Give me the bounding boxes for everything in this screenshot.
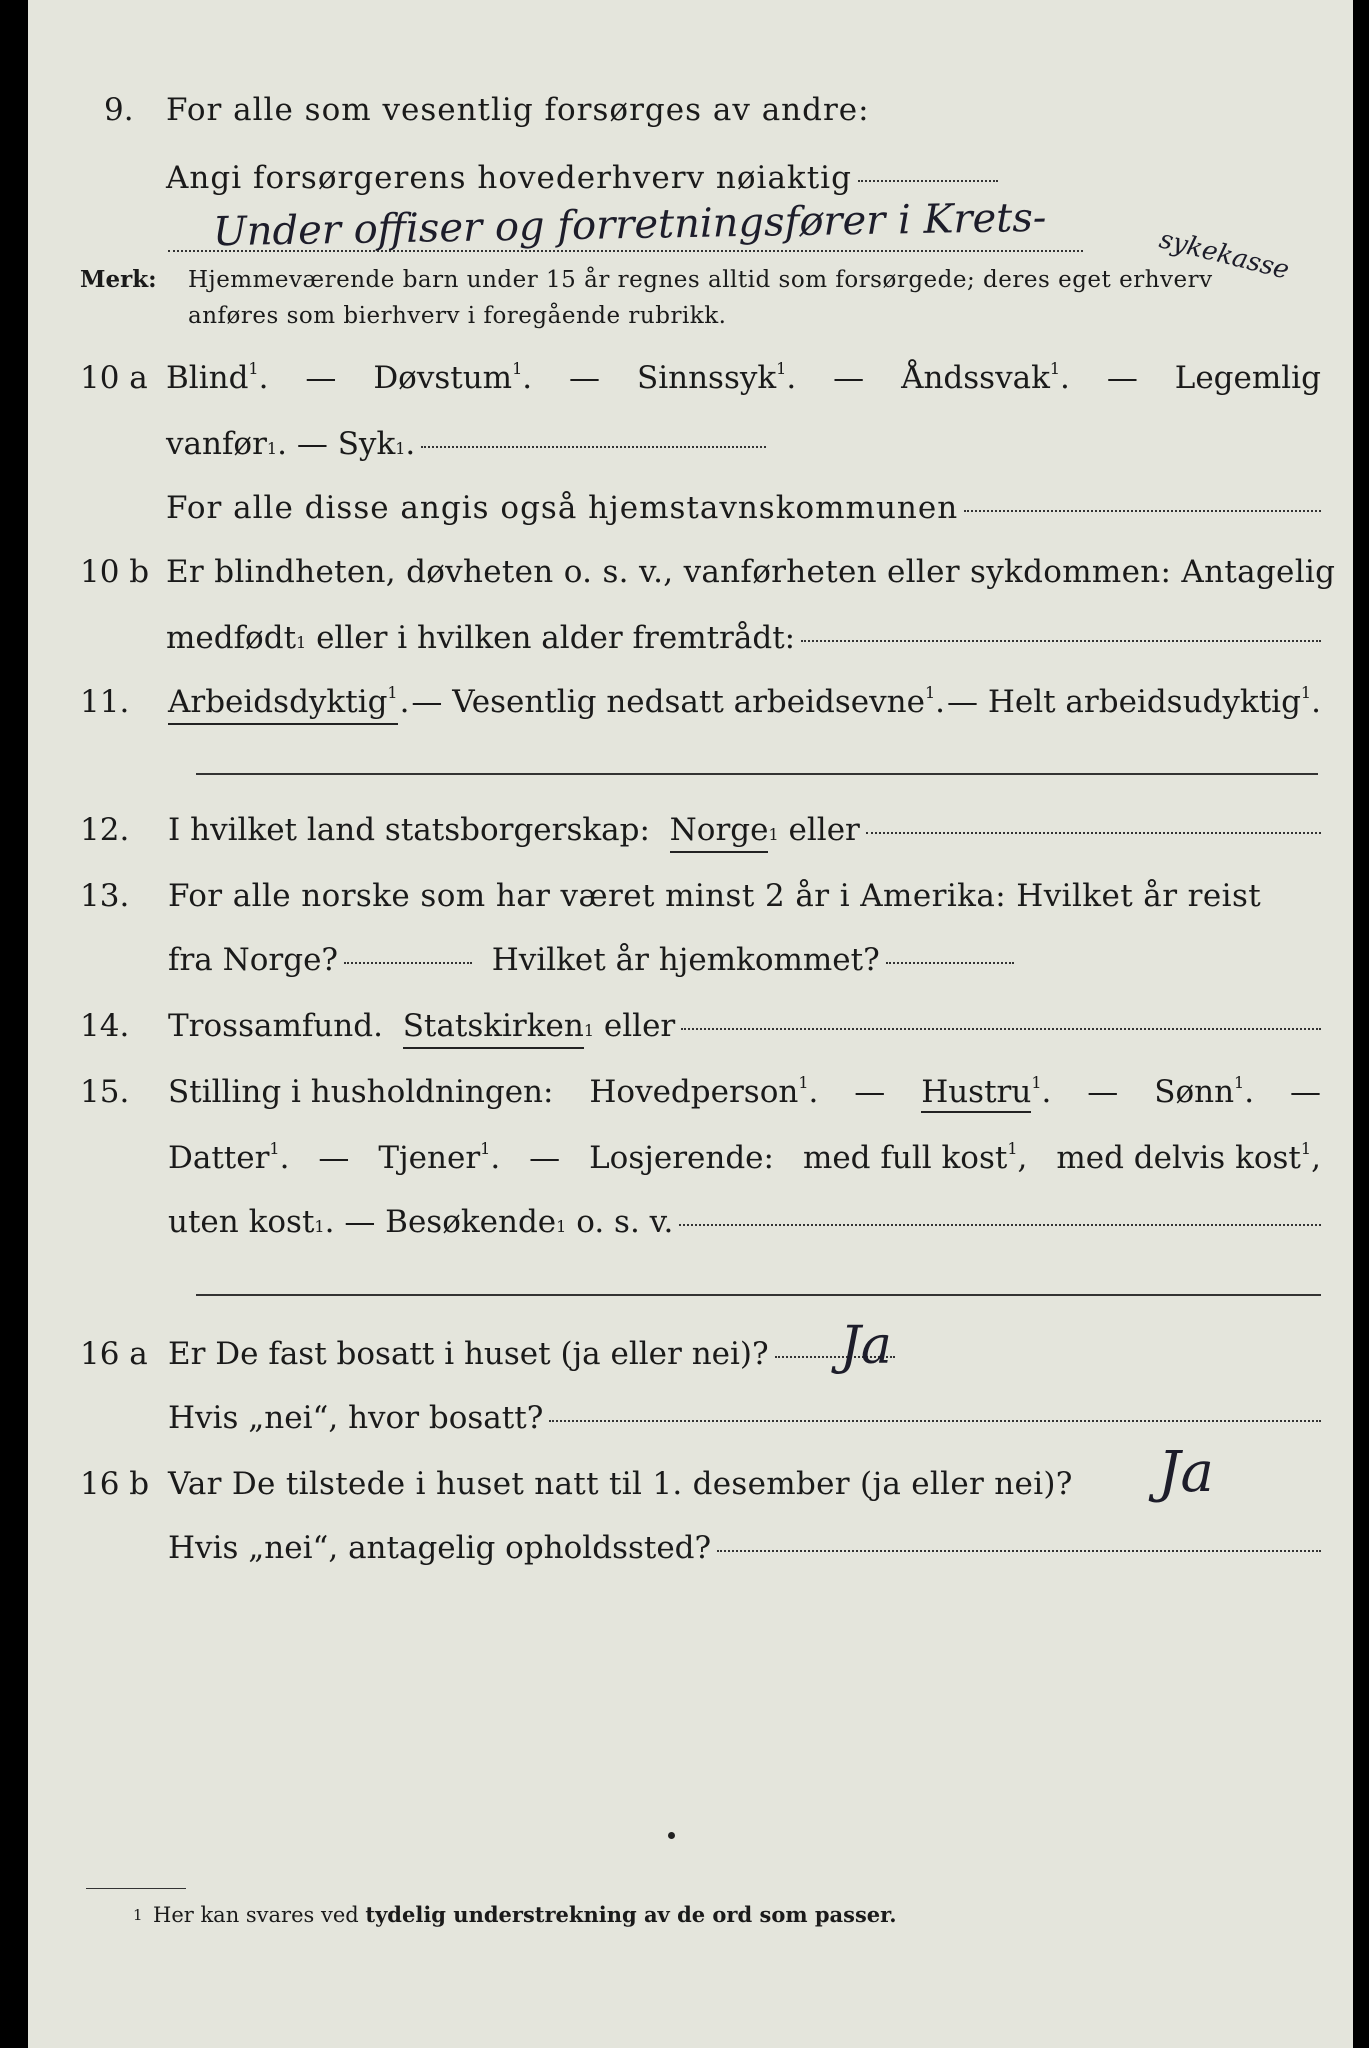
q16b-question: Var De tilstede i huset natt til 1. desember (ja eller nei)? [168,1466,1073,1502]
footnote-ref: 1 [480,1139,491,1158]
merk-text-line1: Hjemmeværende barn under 15 år regnes alltid som forsørgede; deres eget erhverv [188,267,1213,293]
q10b-medfodt: medfødt [166,620,297,656]
q9-answer-dotline [858,180,998,182]
q15-datter: Datter [168,1140,270,1176]
q9-question: For alle som vesentlig forsørges av andre: [166,92,870,128]
q9-handwritten-answer: Under offiser og forretningsfører i Krets- [212,194,1047,256]
footnote-ref: 1 [798,1073,809,1092]
footnote-ref: 1 [512,359,523,378]
q14-trossamfund: Trossamfund. [168,1008,383,1044]
q10a-syk: Syk [337,426,396,462]
q15-besokende: Besøkende [385,1204,557,1240]
q15-uten-kost: uten kost [168,1204,315,1240]
q16a-bosatt-dotline [549,1420,1321,1422]
q12-norge: Norge [670,810,769,853]
q16a-handwritten-answer: Ja [840,1316,892,1376]
q12-question: I hvilket land statsborgerskap: [168,812,650,848]
q10a-dovstum: Døvstum [373,360,513,396]
footnote-ref: 1 [1031,1073,1042,1092]
q14-dotline [681,1028,1321,1030]
q12-eller: eller [788,812,860,848]
footnote-ref: 1 [1234,1073,1245,1092]
q13-hjemkommet: Hvilket år hjemkommet? [491,942,880,978]
q13-hjemkommet-dotline [886,962,1014,964]
q13-question: For alle norske som har været minst 2 år i Amerika: Hvilket år reist [168,878,1262,914]
q11-udyktig: — Helt arbeidsudyktig [946,684,1301,720]
q15-hovedperson: Hovedperson [589,1074,799,1110]
q16b-number: 16 b [80,1466,150,1502]
footnote-ref: 1 [248,359,259,378]
footnote-rule [86,1888,186,1889]
footnote-ref: 1 [776,359,787,378]
separator-dash: — [569,360,601,396]
q12-number: 12. [80,812,130,848]
q15-losjerende: Losjerende: [589,1140,774,1176]
q11-nedsatt: — Vesentlig nedsatt arbeidsevne [411,684,925,720]
q10a-vanfor: vanfør [166,426,267,462]
q15-dotline [679,1224,1321,1226]
ink-dot [668,1832,675,1839]
q15-stilling: Stilling i husholdningen: [168,1074,554,1110]
q11-number: 11. [80,684,130,720]
q9-number: 9. [104,92,134,128]
census-form-page: 9. For alle som vesentlig forsørges av andre: Angi forsørgerens hovederhverv nøiaktig Under offiser og forretningsfører i Krets- sykekasse Merk: Hjemmeværende barn under 15 år regnes alltid som forsørgede; deres eget erhverv anføres som bierhverv i foregående rubrikk. 10 a Blind$^1$. — Døvstum$^1$. — Sinnssyk$^1$. — Åndssvak$^1$. — Legemlig vanfør 1 . — Syk 1 . For alle disse angis også hjemstavnskommunen 10 b Er blindheten, døvheten o. s. v., vanførheten eller sykdommen: Antagelig medfødt 1 eller i hvilken alder fremtrådt: 11. Arbeidsdyktig$^1$ . — Vesentlig nedsatt arbeidsevne$^1$. — Helt arbeidsudyktig$^1$. 12. I hvilket land statsborgerskap: Norge 1 eller 13. For alle norske som har været minst 2 år i Amerika: Hvilket år reist fra Norge? Hvilket år hjemkommet? 14. Trossamfund. Statskirken 1 eller 15. Stilling i husholdningen: Hovedperson$^1$. — Hustru$^1$. — Sønn$^1$. — Datter$^1$. — Tjener$^1$. — Losjerende: med full kost$^1$, med delvis kost$^1$, uten kost 1 . — Besøkende 1 o. s. v. 16 a Er De fast bosatt i huset (ja eller nei)? Ja Hvis „nei“, hvor bosatt? 16 b Var De tilstede i huset natt til 1. desember (ja eller nei)? Ja Hvis „nei“, antagelig opholdssted? 1 Her kan svares ved tydelig understrekning av de ord som passer. [28,0,1353,2048]
q12-dotline [866,832,1321,834]
footnote-text: Her kan svares ved [153,1903,359,1927]
q16b-dotline [717,1550,1321,1552]
q10b-dotline [801,640,1321,642]
q16b-opholdssted: Hvis „nei“, antagelig opholdssted? [168,1530,712,1566]
separator-dash: — [1290,1074,1321,1110]
q15-osv: o. s. v. [576,1204,674,1240]
q10b-number: 10 b [80,554,150,590]
q10a-syk-dotline [421,446,766,448]
separator-dash: — [318,1140,350,1176]
separator-dash: — [854,1074,886,1110]
q10a-legemlig: Legemlig [1174,360,1321,396]
q10b-question: Er blindheten, døvheten o. s. v., vanførheten eller sykdommen: Antagelig [166,554,1336,590]
q15-sonn: Sønn [1154,1074,1235,1110]
q9-handwritten-answer-cont: sykekasse [1156,224,1293,286]
q14-number: 14. [80,1008,130,1044]
q11-separator-line [196,773,1318,775]
q16b-handwritten-answer: Ja [1158,1440,1214,1505]
q15-tjener: Tjener [378,1140,481,1176]
q14-statskirken: Statskirken [403,1006,584,1049]
q16a-hvor-bosatt: Hvis „nei“, hvor bosatt? [168,1400,544,1436]
q10a-andssvak: Åndssvak [901,360,1050,396]
footnote-ref: 1 [924,683,936,702]
separator-dash: — [305,360,337,396]
q14-eller: eller [603,1008,676,1044]
q13-reist: fra Norge? [168,942,339,978]
separator-dash: — [344,1204,376,1240]
footnote-bold-text: tydelig understrekning av de ord som passer. [365,1902,897,1927]
q16a-number: 16 a [80,1336,148,1372]
q15-number: 15. [80,1074,130,1110]
footnote-ref: 1 [1300,683,1312,702]
separator-dash: — [1087,1074,1119,1110]
q10a-sinnssyk: Sinnssyk [636,360,777,396]
footnote-ref: 1 [387,683,398,702]
q16a-question: Er De fast bosatt i huset (ja eller nei)? [168,1336,769,1372]
q15-separator-line [196,1294,1321,1296]
q15-full-kost: med full kost [802,1140,1008,1176]
q10a-hjemstavn-dotline [964,510,1321,512]
q11-arbeidsdyktig: Arbeidsdyktig [168,684,388,720]
separator-dash: — [296,426,328,462]
footnote-ref: 1 [1049,359,1061,378]
q15-hustru: Hustru [921,1074,1031,1113]
footnote-ref: 1 [1300,1139,1312,1158]
q10a-blind: Blind [166,360,249,396]
q9-question-line2: Angi forsørgerens hovederhverv nøiaktig [166,160,852,196]
q10a-number: 10 a [80,360,148,396]
q10b-alder: eller i hvilken alder fremtrådt: [316,620,796,656]
footnote-ref: 1 [1007,1139,1018,1158]
q15-delvis-kost: med delvis kost [1056,1140,1301,1176]
separator-dash: — [529,1140,561,1176]
q13-reist-dotline [344,962,472,964]
merk-text-line2: anføres som bierhverv i foregående rubrikk. [188,303,727,329]
q13-number: 13. [80,878,130,914]
footnote-ref: 1 [269,1139,280,1158]
footnote-mark: 1 [133,1906,143,1924]
separator-dash: — [1106,360,1138,396]
q10a-hjemstavn: For alle disse angis også hjemstavnskommunen [166,490,959,526]
separator-dash: — [833,360,865,396]
merk-label: Merk: [80,266,157,293]
